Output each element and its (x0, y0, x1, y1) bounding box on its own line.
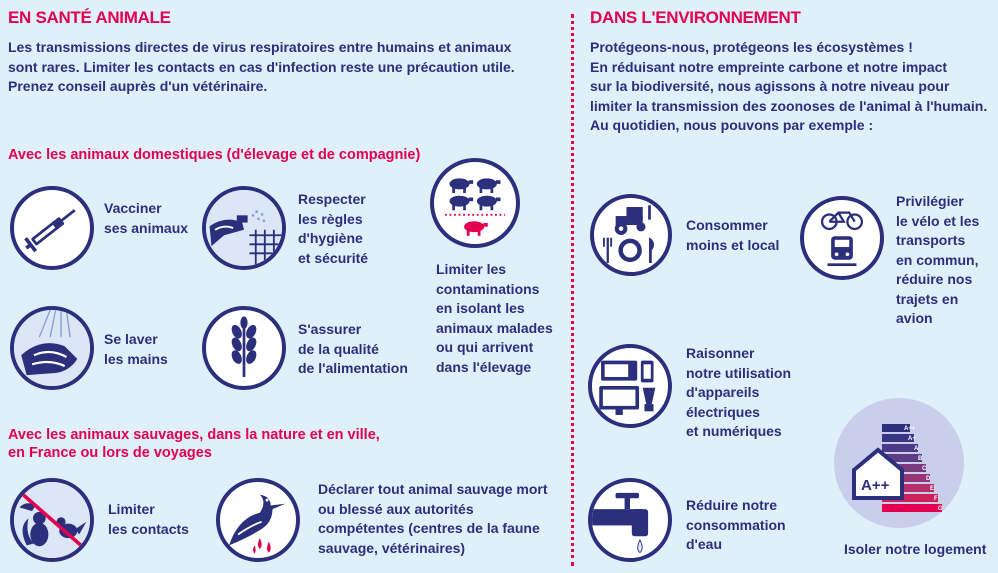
item-label: Isoler notre logement (844, 541, 987, 557)
no-wild-contact-icon (10, 478, 94, 562)
isolated-pigs-icon (430, 158, 520, 248)
right-section-title: DANS L'ENVIRONNEMENT (590, 8, 801, 27)
heron-icon (216, 478, 300, 562)
wild-heading: Avec les animaux sauvages, dans la nature et en ville, en France ou lors de voyages (8, 427, 380, 461)
svg-text:E: E (930, 486, 935, 492)
item-label: Limiter les contacts (108, 501, 189, 537)
energy-label-icon (834, 398, 964, 528)
left-section-title: EN SANTÉ ANIMALE (8, 8, 171, 27)
column-divider (571, 14, 574, 566)
item-label: Limiter les contaminations en isolant les animaux malades ou qui arrivent dans l'élevage (436, 261, 553, 375)
local-food-icon (590, 194, 672, 276)
left-intro-line: Prenez conseil auprès d'un vétérinaire. (8, 78, 268, 94)
wheat-icon (202, 306, 286, 390)
item-label: Déclarer tout animal sauvage mort ou blessé aux autorités compétentes (centres de la faune sauvage, vétérinaires) (318, 481, 548, 556)
domestic-heading: Avec les animaux domestiques (d'élevage et de compagnie) (8, 147, 421, 163)
item-label: Privilégier le vélo et les transports en commun, réduire nos trajets en avion (896, 193, 980, 326)
svg-text:C: C (922, 466, 927, 472)
item-label: Réduire notre consommation d'eau (686, 497, 786, 552)
hand-washing-icon (10, 306, 94, 390)
energy-badge: A++ (861, 477, 890, 494)
item-label: Consommer moins et local (686, 217, 780, 253)
bike-train-icon (800, 196, 884, 280)
item-label: Se laver les mains (104, 331, 168, 367)
hygiene-spray-icon (202, 186, 286, 270)
left-intro (8, 38, 558, 97)
svg-text:A: A (914, 446, 919, 452)
water-tap-icon (588, 478, 672, 562)
right-intro: Protégeons-nous, protégeons les écosystèmes ! En réduisant notre empreinte carbone et notre impact sur la biodiversité, nous agissons à notre niveau pour limiter la transmission des zoonoses de l'animal à l'humain. Au quotidien, nous pouvons par exemple : (590, 39, 988, 133)
svg-text:F: F (934, 496, 938, 502)
item-label: Raisonner notre utilisation d'appareils électriques et numériques (686, 345, 791, 439)
left-intro-line: Les transmissions directes de virus respiratoires entre humains et animaux (8, 39, 512, 55)
appliances-icon (588, 344, 672, 428)
svg-text:A+: A+ (908, 436, 916, 442)
item-label: S'assurer de la qualité de l'alimentation (298, 321, 408, 376)
svg-text:B: B (918, 456, 923, 462)
syringe-icon (10, 186, 94, 270)
item-label: Vacciner ses animaux (104, 200, 189, 236)
svg-text:D: D (926, 476, 931, 482)
svg-text:G: G (938, 506, 943, 512)
item-label: Respecter les règles d'hygiène et sécurité (298, 191, 369, 266)
svg-text:A++: A++ (904, 426, 916, 432)
left-intro-line: sont rares. Limiter les contacts en cas d'infection reste une précaution utile. (8, 58, 515, 75)
